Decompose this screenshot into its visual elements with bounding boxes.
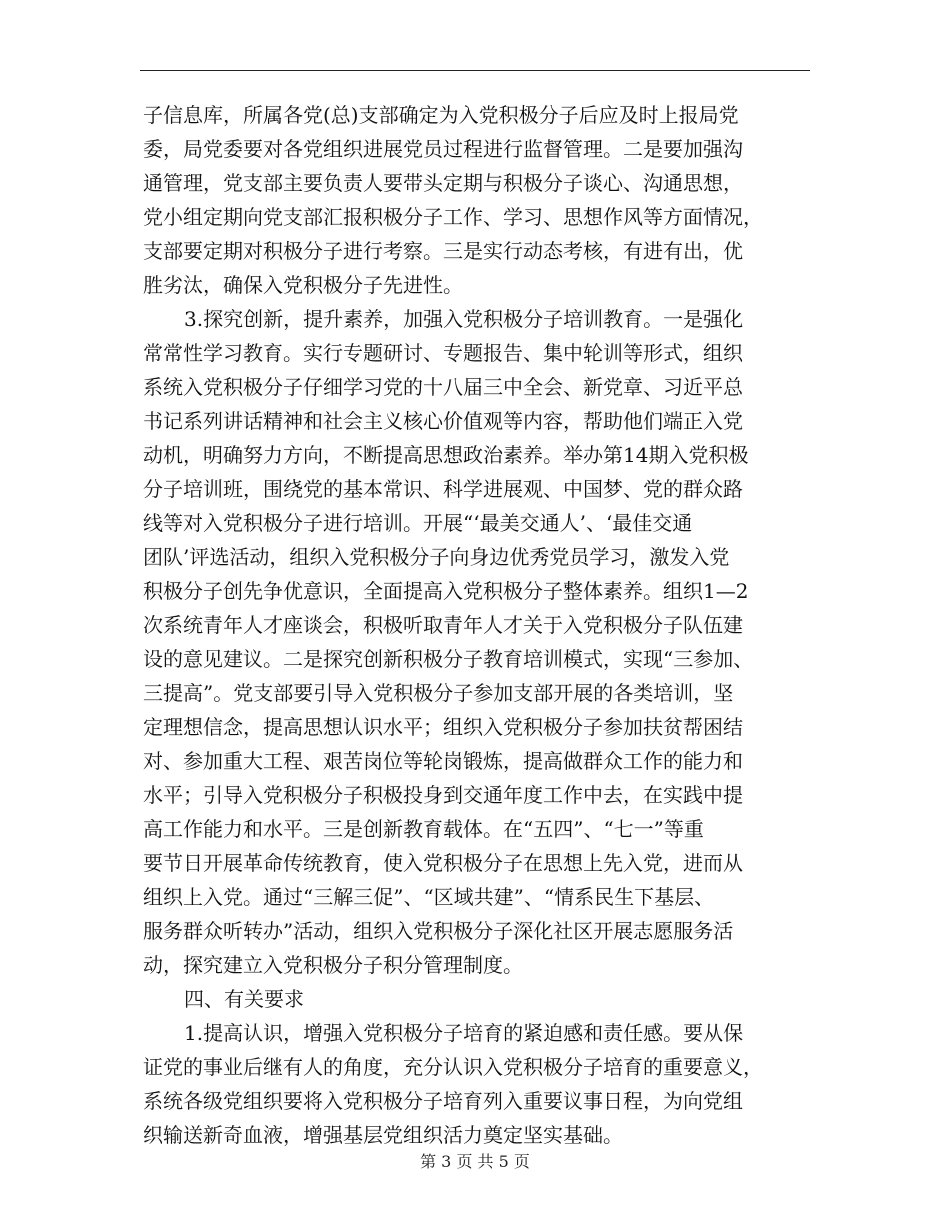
text-line: 团队’评选活动，组织入党积极分子向身边优秀党员学习，激发入党 xyxy=(143,545,730,569)
section-heading: 四、有关要求 xyxy=(184,987,304,1011)
text-line: 次系统青年人才座谈会，积极听取青年人才关于入党积极分子队伍建 xyxy=(143,613,743,637)
text-line: 常常性学习教育。实行专题研讨、专题报告、集中轮训等形式，组织 xyxy=(143,341,743,365)
paragraph-start-line: 3.探究创新，提升素养，加强入党积极分子培训教育。一是强化 xyxy=(184,307,744,331)
text-line: 线等对入党积极分子进行培训。开展“‘最美交通人’、‘最佳交通 xyxy=(143,511,693,535)
text-line: 书记系列讲话精神和社会主义核心价值观等内容，帮助他们端正入党 xyxy=(143,409,743,433)
paragraph-start-line: 1.提高认识，增强入党积极分子培育的紧迫感和责任感。要从保 xyxy=(184,1021,744,1045)
text-line: 分子培训班，围绕党的基本常识、科学进展观、中国梦、党的群众路 xyxy=(143,477,743,501)
text-line: 积极分子创先争优意识，全面提高入党积极分子整体素养。组织1—2 xyxy=(143,579,749,603)
text-line: 高工作能力和水平。三是创新教育载体。在“五四”、“七一”等重 xyxy=(143,817,704,841)
text-line: 对、参加重大工程、艰苦岗位等轮岗锻炼，提高做群众工作的能力和 xyxy=(143,749,743,773)
text-line: 定理想信念，提高思想认识水平；组织入党积极分子参加扶贫帮困结 xyxy=(143,715,743,739)
text-line: 通管理，党支部主要负责人要带头定期与积极分子谈心、沟通思想， xyxy=(143,171,743,195)
text-line: 证党的事业后继有人的角度，充分认识入党积极分子培育的重要意义， xyxy=(143,1055,763,1079)
text-line: 设的意见建议。二是探究创新积极分子教育培训模式，实现“三参加、 xyxy=(143,647,754,671)
text-line: 子信息库，所属各党(总)支部确定为入党积极分子后应及时上报局党 xyxy=(143,103,739,127)
text-line: 支部要定期对积极分子进行考察。三是实行动态考核，有进有出，优 xyxy=(143,239,743,263)
text-line: 要节日开展革命传统教育，使入党积极分子在思想上先入党，进而从 xyxy=(143,851,743,875)
text-line: 服务群众听转办”活动，组织入党积极分子深化社区开展志愿服务活 xyxy=(143,919,734,943)
text-line: 系统入党积极分子仔细学习党的十八届三中全会、新党章、习近平总 xyxy=(143,375,743,399)
text-line: 动机，明确努力方向，不断提高思想政治素养。举办第14期入党积极 xyxy=(143,443,749,467)
text-line: 组织上入党。通过“三解三促”、“区域共建”、“情系民生下基层、 xyxy=(143,885,715,909)
text-line: 系统各级党组织要将入党积极分子培育列入重要议事日程，为向党组 xyxy=(143,1089,743,1113)
header-rule xyxy=(140,70,810,71)
text-line: 动，探究建立入党积极分子积分管理制度。 xyxy=(143,953,523,977)
document-body xyxy=(143,98,810,1152)
text-line: 胜劣汰，确保入党积极分子先进性。 xyxy=(143,273,463,297)
text-line: 委，局党委要对各党组织进展党员过程进行监督管理。二是要加强沟 xyxy=(143,137,743,161)
text-line: 水平；引导入党积极分子积极投身到交通年度工作中去，在实践中提 xyxy=(143,783,743,807)
text-line: 党小组定期向党支部汇报积极分子工作、学习、思想作风等方面情况， xyxy=(143,205,763,229)
text-line: 织输送新奇血液，增强基层党组织活力奠定坚实基础。 xyxy=(143,1123,623,1147)
page-number: 第 3 页 共 5 页 xyxy=(420,1152,530,1171)
text-line: 三提高”。党支部要引导入党积极分子参加支部开展的各类培训，坚 xyxy=(143,681,734,705)
